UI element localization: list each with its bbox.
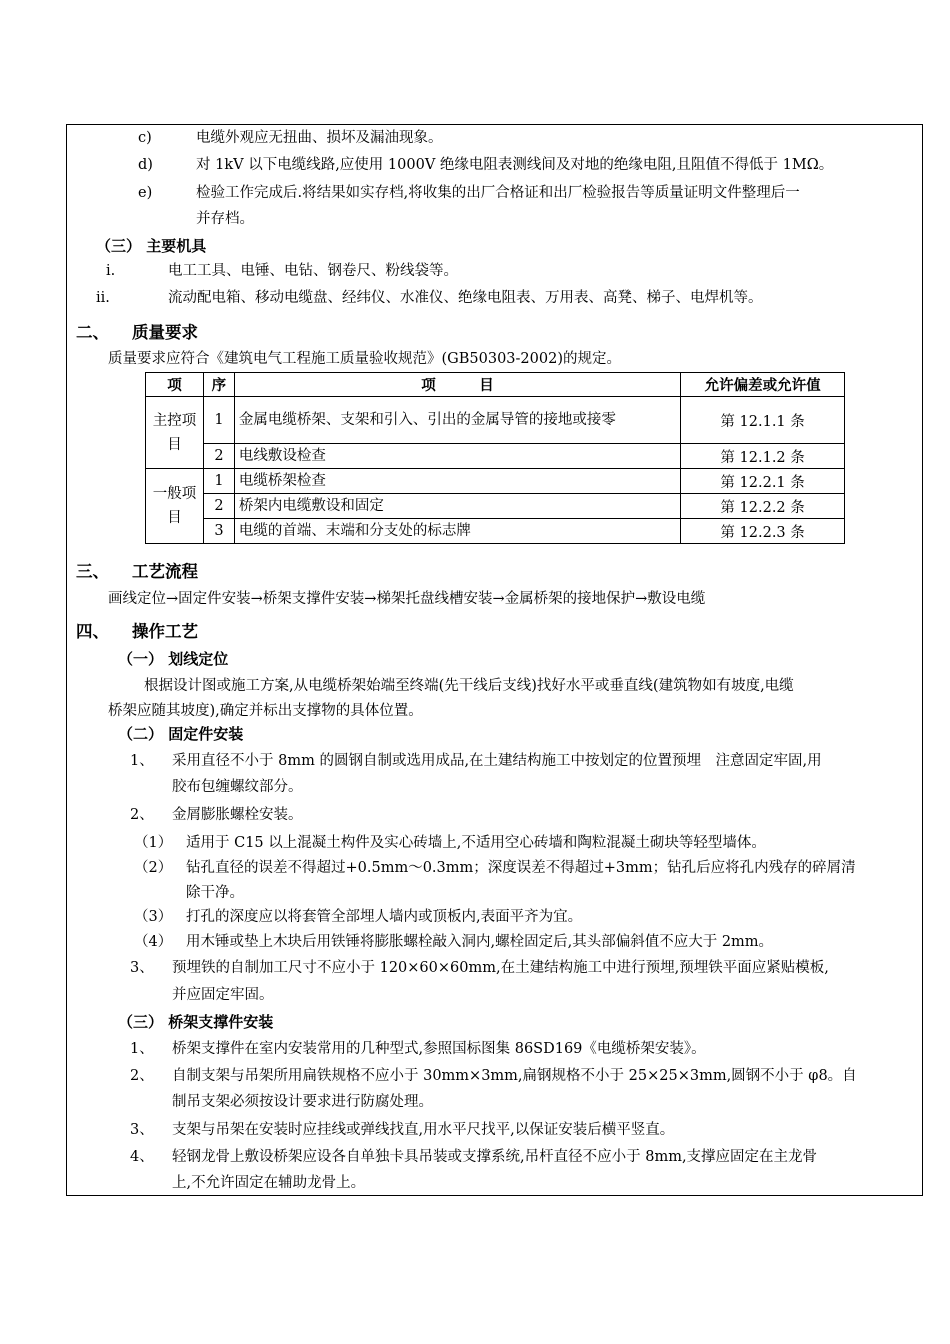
section-heading: 工艺流程 — [132, 562, 198, 581]
tool-text: 流动配电箱、移动电缆盘、经纬仪、水准仪、绝缘电阻表、万用表、高凳、梯子、电焊机等。 — [168, 290, 763, 306]
section-number: 二、 — [76, 323, 109, 342]
sub-text: 打孔的深度应以将套管全部埋人墙内或顶板内,表面平齐为宜。 — [186, 909, 583, 925]
sub-marker: （2） — [134, 860, 173, 876]
sub-text: 用木锤或垫上木块后用铁锤将膨胀螺栓敲入洞内,螺栓固定后,其头部偏斜值不应大于 2mm。 — [186, 934, 774, 950]
item-cell: 电缆桥架检查 — [234, 469, 680, 494]
item-text: 对 1kV 以下电缆线路,应使用 1000V 绝缘电阻表测线间及对地的绝缘电阻,且阻值不得低于 1MΩ。 — [196, 157, 834, 173]
item-cell: 桥架内电缆敷设和固定 — [234, 494, 680, 519]
item-marker: 1、 — [130, 753, 154, 769]
sub-marker: （3） — [134, 909, 173, 925]
seq-cell: 3 — [203, 519, 234, 544]
table-header-row — [146, 373, 845, 397]
seq-cell: 1 — [203, 469, 234, 494]
item-text: 金屑膨胀螺栓安装。 — [172, 807, 303, 823]
table-header: 允许偏差或允许值 — [681, 373, 845, 397]
tools-heading: （三） 主要机具 — [96, 237, 207, 255]
table-row — [146, 494, 845, 519]
item-cell: 电缆的首端、末端和分支处的标志牌 — [234, 519, 680, 544]
item-text: 支架与吊架在安装时应挂线或弹线找直,用水平尺找平,以保证安装后横平竖直。 — [172, 1122, 675, 1138]
tool-text: 电工工具、电锤、电钻、钢卷尺、粉线袋等。 — [168, 263, 458, 279]
group-label: 主控项目 — [146, 397, 204, 469]
item-marker: 4、 — [130, 1149, 154, 1165]
item-text: 检验工作完成后.将结果如实存档,将收集的出厂合格证和出厂检验报告等质量证明文件整理后一 — [196, 185, 800, 201]
item-marker: c) — [138, 130, 152, 146]
item-marker: 3、 — [130, 1122, 154, 1138]
item-text: 桥架支撑件在室内安装常用的几种型式,参照国标图集 86SD169《电缆桥架安装》。 — [172, 1041, 706, 1057]
table-row — [146, 519, 845, 544]
table-header: 项 — [146, 373, 204, 397]
sub-text: 适用于 C15 以上混凝土构件及实心砖墙上,不适用空心砖墙和陶粒混凝土砌块等轻型墙体。 — [186, 835, 766, 851]
item-text: 轻钢龙骨上敷设桥架应设各自单独卡具吊装或支撑系统,吊杆直径不应小于 8mm,支撑应固定在主龙骨 — [172, 1149, 818, 1165]
seq-cell: 2 — [203, 494, 234, 519]
item-text-cont: 并存档。 — [196, 211, 254, 227]
table-row — [146, 397, 845, 444]
paragraph-line: 根据设计图或施工方案,从电缆桥架始端至终端(先干线后支线)找好水平或垂直线(建筑物如有坡度,电缆 — [144, 678, 794, 694]
table-header: 序 — [203, 373, 234, 397]
item-cell: 电线敷设检查 — [234, 444, 680, 469]
table-row — [146, 444, 845, 469]
value-cell: 第 12.2.2 条 — [681, 494, 845, 519]
item-text: 预埋铁的自制加工尺寸不应小于 120×60×60mm,在土建结构施工中进行预埋,预埋铁平面应紧贴模板, — [172, 960, 829, 976]
item-text-cont: 制吊支架必须按设计要求进行防腐处理。 — [172, 1094, 433, 1110]
value-cell: 第 12.2.3 条 — [681, 519, 845, 544]
subsection-heading: （三） 桥架支撑件安装 — [118, 1013, 274, 1031]
value-cell: 第 12.2.1 条 — [681, 469, 845, 494]
paragraph-line: 桥架应随其坡度),确定并标出支撑物的具体位置。 — [108, 703, 423, 719]
item-marker: e) — [138, 185, 153, 201]
quality-table — [145, 372, 845, 544]
section-heading: 质量要求 — [132, 323, 198, 342]
item-text: 电缆外观应无扭曲、损坏及漏油现象。 — [196, 130, 443, 146]
item-marker: d) — [138, 157, 153, 173]
sub-marker: （4） — [134, 934, 173, 950]
item-text-cont: 胶布包缠螺纹部分。 — [172, 779, 303, 795]
section-number: 四、 — [76, 622, 109, 641]
item-cell: 金属电缆桥架、支架和引入、引出的金属导管的接地或接零 — [234, 397, 680, 444]
tool-marker: i. — [106, 263, 116, 279]
item-marker: 1、 — [130, 1041, 154, 1057]
section-heading: 操作工艺 — [132, 622, 198, 641]
tool-marker: ii. — [96, 290, 110, 306]
item-marker: 3、 — [130, 960, 154, 976]
section-number: 三、 — [76, 562, 109, 581]
table-row — [146, 469, 845, 494]
item-text-cont: 并应固定牢固。 — [172, 987, 274, 1003]
seq-cell: 2 — [203, 444, 234, 469]
sub-marker: （1） — [134, 835, 173, 851]
sub-text-cont: 除干净。 — [186, 885, 244, 901]
subsection-heading: （一） 划线定位 — [118, 650, 229, 668]
item-text: 采用直径不小于 8mm 的圆钢自制或选用成品,在土建结构施工中按划定的位置预埋 注意固定牢固,用 — [172, 753, 822, 769]
subsection-heading: （二） 固定件安装 — [118, 725, 244, 743]
sub-text: 钻孔直径的误差不得超过+0.5mm～0.3mm；深度误差不得超过+3mm；钻孔后应将孔内残存的碎屑清 — [186, 860, 856, 876]
item-marker: 2、 — [130, 1068, 154, 1084]
table-header: 项 目 — [234, 373, 680, 397]
process-flow: 画线定位→固定件安装→桥架支撑件安装→梯架托盘线槽安装→金属桥架的接地保护→敷设电缆 — [108, 591, 706, 607]
group-label: 一般项目 — [146, 469, 204, 544]
item-text-cont: 上,不允许固定在辅助龙骨上。 — [172, 1175, 366, 1191]
item-marker: 2、 — [130, 807, 154, 823]
item-text: 自制支架与吊架所用扁铁规格不应小于 30mm×3mm,扁钢规格不小于 25×25×3mm,圆钢不小于 φ8。自 — [172, 1068, 857, 1084]
seq-cell: 1 — [203, 397, 234, 444]
value-cell: 第 12.1.1 条 — [681, 397, 845, 444]
value-cell: 第 12.1.2 条 — [681, 444, 845, 469]
quality-intro: 质量要求应符合《建筑电气工程施工质量验收规范》(GB50303-2002)的规定。 — [108, 351, 621, 367]
